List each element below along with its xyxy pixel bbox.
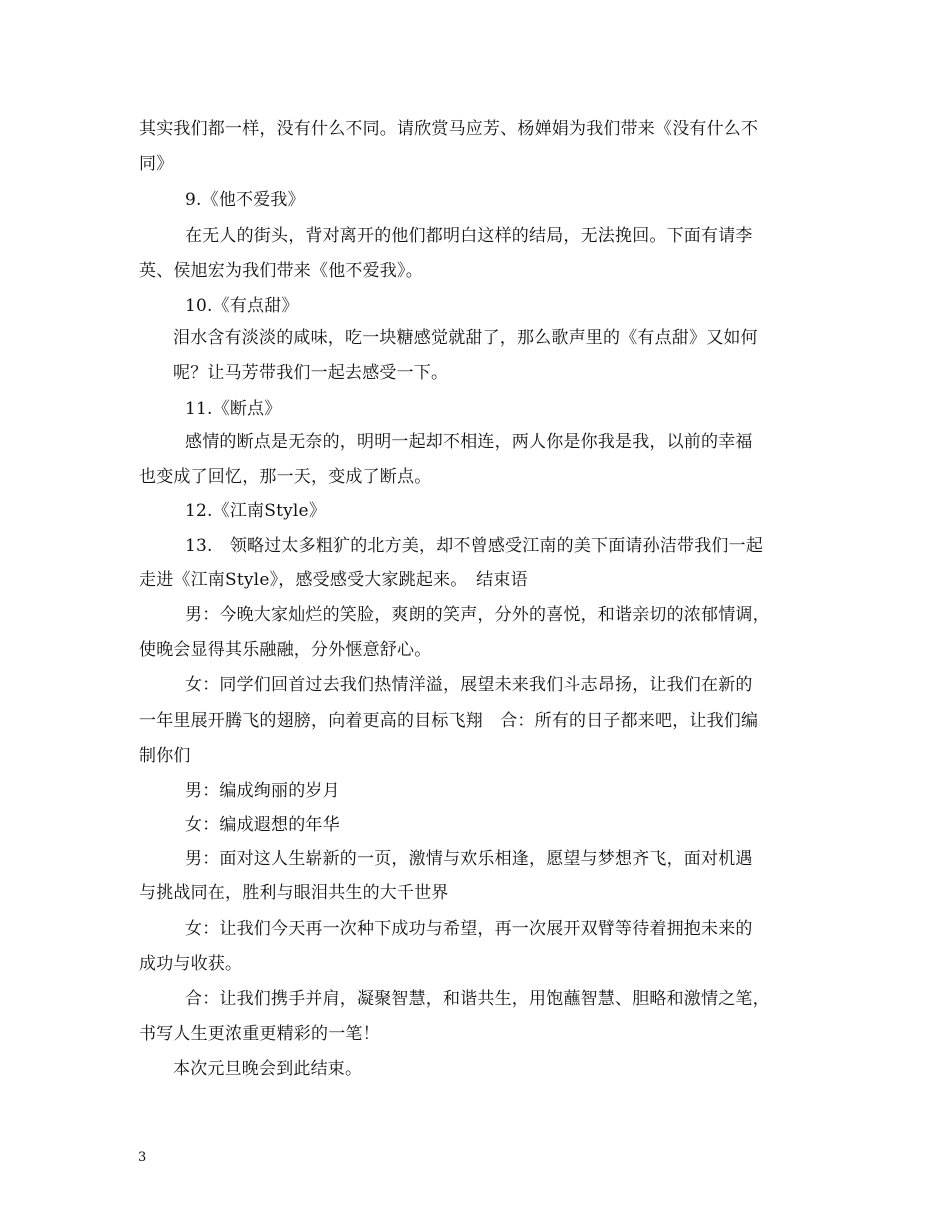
- text-line: 11.《断点》: [185, 399, 282, 419]
- text-line: 其实我们都一样，没有什么不同。请欣赏马应芳、杨婵娟为我们带来《没有什么不: [139, 119, 759, 139]
- page-number: 3: [138, 1150, 147, 1165]
- text-line: 英、侯旭宏为我们带来《他不爱我》。: [139, 261, 423, 281]
- text-line: 呢？让马芳带我们一起去感受一下。: [173, 363, 449, 383]
- text-line: 合：让我们携手并肩，凝聚智慧，和谐共生，用饱蘸智慧、胆略和激情之笔，: [185, 989, 770, 1009]
- text-line: 女：编成遐想的年华: [185, 815, 340, 835]
- text-line: 走进《江南Style》，感受感受大家跳起来。 结束语: [139, 570, 528, 590]
- text-line: 男：今晚大家灿烂的笑脸，爽朗的笑声，分外的喜悦，和谐亲切的浓郁情调，: [185, 605, 770, 625]
- text-line: 本次元旦晚会到此结束。: [173, 1059, 363, 1079]
- text-line: 男：编成绚丽的岁月: [185, 781, 340, 801]
- text-line: 成功与收获。: [139, 954, 243, 974]
- text-line: 10.《有点甜》: [185, 296, 299, 316]
- text-line: 9.《他不爱我》: [185, 190, 305, 210]
- text-line: 书写人生更浓重更精彩的一笔！: [139, 1024, 380, 1044]
- text-line: 感情的断点是无奈的，明明一起却不相连，两人你是你我是我，以前的幸福: [185, 432, 753, 452]
- text-line: 13. 领略过太多粗犷的北方美，却不曾感受江南的美下面请孙洁带我们一起: [185, 536, 764, 556]
- text-line: 与挑战同在，胜利与眼泪共生的大千世界: [139, 883, 449, 903]
- text-line: 女：让我们今天再一次种下成功与希望，再一次展开双臂等待着拥抱未来的: [185, 919, 753, 939]
- text-line: 女：同学们回首过去我们热情洋溢，展望未来我们斗志昂扬，让我们在新的: [185, 675, 753, 695]
- text-line: 使晚会显得其乐融融，分外惬意舒心。: [139, 640, 432, 660]
- text-line: 在无人的街头，背对离开的他们都明白这样的结局，无法挽回。下面有请李: [185, 226, 753, 246]
- text-line: 泪水含有淡淡的咸味，吃一块糖感觉就甜了，那么歌声里的《有点甜》又如何: [173, 328, 758, 348]
- text-line: 一年里展开腾飞的翅膀，向着更高的目标飞翔 合：所有的日子都来吧，让我们编: [139, 711, 759, 731]
- text-line: 制你们: [139, 746, 191, 766]
- text-line: 12.《江南Style》: [185, 501, 327, 521]
- text-line: 男：面对这人生崭新的一页，激情与欢乐相逢，愿望与梦想齐飞，面对机遇: [185, 849, 753, 869]
- text-line: 也变成了回忆，那一天，变成了断点。: [139, 467, 432, 487]
- text-line: 同》: [139, 154, 174, 174]
